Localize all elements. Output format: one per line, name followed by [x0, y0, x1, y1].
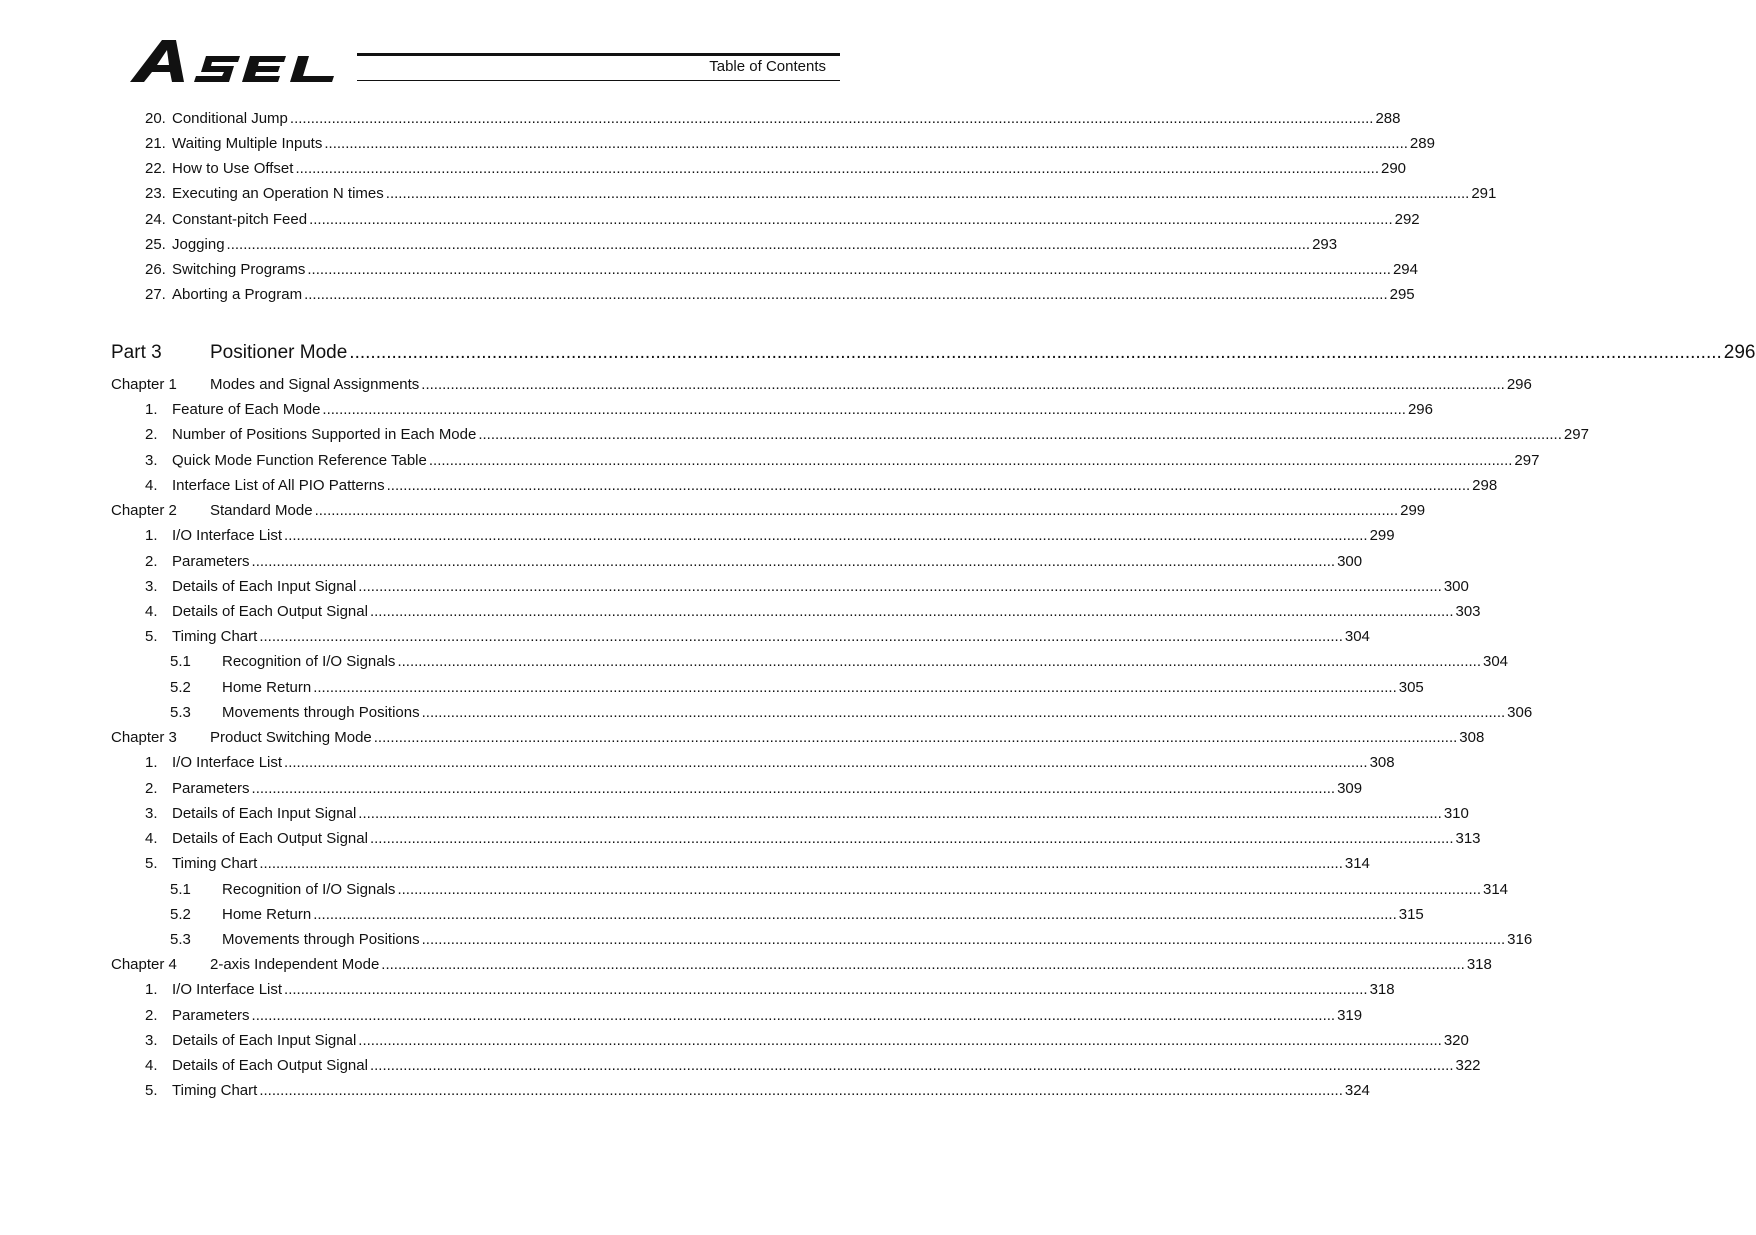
toc-entry-title: Standard Mode	[210, 502, 313, 519]
toc-entry-line	[172, 778, 1363, 800]
toc-entry-number: 3.	[145, 578, 158, 595]
toc-entry-number: 3.	[145, 452, 158, 469]
toc-entry-item[interactable]	[0, 576, 1469, 598]
toc-leader-dots: ....................................................................................................................................................................................................................................................................	[295, 160, 1379, 177]
toc-entry-line	[172, 284, 1415, 306]
toc-entry-sub[interactable]	[0, 677, 1424, 699]
toc-entry-page: 305	[1398, 679, 1424, 696]
toc-leader-dots: ....................................................................................................................................................................................................................................................................	[421, 376, 1505, 393]
toc-entry-line	[172, 259, 1418, 281]
toc-leader-dots: ....................................................................................................................................................................................................................................................................	[313, 906, 1397, 923]
toc-entry-number: Chapter 4	[111, 956, 177, 973]
toc-entry-title: Aborting a Program	[172, 286, 303, 303]
toc-entry-line	[210, 954, 1492, 976]
toc-entry-number: 5.3	[170, 931, 191, 948]
toc-entry-item[interactable]	[0, 803, 1469, 825]
toc-entry-sub[interactable]	[0, 651, 1509, 673]
toc-entry-item[interactable]	[0, 158, 1407, 180]
toc-entry-item[interactable]	[0, 424, 1589, 446]
toc-entry-number: 22.	[145, 160, 166, 177]
toc-entry-page: 300	[1337, 553, 1363, 570]
toc-entry-page: 299	[1400, 502, 1426, 519]
toc-entry-line	[172, 551, 1363, 573]
toc-entry-number: 5.	[145, 855, 158, 872]
toc-leader-dots: ....................................................................................................................................................................................................................................................................	[251, 780, 1336, 797]
toc-leader-dots: ....................................................................................................................................................................................................................................................................	[226, 236, 1311, 253]
toc-entry-number: 24.	[145, 211, 166, 228]
toc-entry-line	[172, 1030, 1469, 1052]
toc-entry-number: Chapter 2	[111, 502, 177, 519]
toc-entry-title: Executing an Operation N times	[172, 185, 384, 202]
toc-entry-page: 318	[1369, 981, 1395, 998]
toc-entry-title: Details of Each Input Signal	[172, 578, 357, 595]
toc-entry-line	[222, 904, 1424, 926]
toc-entry-number: 2.	[145, 426, 158, 443]
toc-entry-title: Interface List of All PIO Patterns	[172, 477, 385, 494]
toc-entry-item[interactable]	[0, 778, 1363, 800]
toc-entry-number: Chapter 1	[111, 376, 177, 393]
toc-entry-number: 5.1	[170, 653, 191, 670]
toc-entry-page: 320	[1443, 1032, 1469, 1049]
toc-entry-item[interactable]	[0, 108, 1401, 130]
toc-leader-dots: ....................................................................................................................................................................................................................................................................	[309, 211, 1393, 228]
toc-leader-dots: ....................................................................................................................................................................................................................................................................	[307, 261, 1391, 278]
toc-entry-item[interactable]	[0, 450, 1540, 472]
toc-entry-number: 5.3	[170, 704, 191, 721]
toc-entry-title: Parameters	[172, 1007, 250, 1024]
toc-entry-title: Home Return	[222, 679, 312, 696]
toc-entry-item[interactable]	[0, 133, 1435, 155]
toc-entry-title: Details of Each Input Signal	[172, 805, 357, 822]
toc-entry-number: Part 3	[111, 342, 162, 363]
toc-entry-title: Conditional Jump	[172, 110, 288, 127]
toc-entry-line	[172, 209, 1420, 231]
toc-leader-dots: ....................................................................................................................................................................................................................................................................	[369, 830, 1454, 847]
toc-entry-page: 293	[1312, 236, 1338, 253]
toc-entry-number: 21.	[145, 135, 166, 152]
toc-entry-line	[210, 500, 1426, 522]
toc-entry-number: 4.	[145, 1057, 158, 1074]
toc-entry-line	[210, 374, 1532, 396]
toc-entry-line	[172, 828, 1481, 850]
toc-entry-title: Feature of Each Mode	[172, 401, 321, 418]
toc-entry-number: 23.	[145, 185, 166, 202]
toc-entry-item[interactable]	[0, 853, 1370, 875]
toc-entry-item[interactable]	[0, 183, 1497, 205]
toc-entry-line	[210, 339, 1756, 367]
toc-entry-item[interactable]	[0, 828, 1481, 850]
toc-entry-title: Switching Programs	[172, 261, 306, 278]
toc-entry-page: 324	[1344, 1082, 1370, 1099]
toc-entry-item[interactable]	[0, 752, 1395, 774]
toc-entry-title: Timing Chart	[172, 628, 258, 645]
toc-entry-line	[172, 1080, 1370, 1102]
toc-entry-number: 3.	[145, 805, 158, 822]
toc-entry-line	[172, 183, 1497, 205]
toc-leader-dots: ....................................................................................................................................................................................................................................................................	[259, 628, 1343, 645]
toc-entry-line	[172, 234, 1338, 256]
toc-entry-title: I/O Interface List	[172, 981, 283, 998]
toc-entry-item[interactable]	[0, 209, 1420, 231]
toc-entry-page: 295	[1389, 286, 1415, 303]
toc-entry-title: Movements through Positions	[222, 704, 420, 721]
toc-entry-number: 5.	[145, 1082, 158, 1099]
toc-entry-line	[172, 752, 1395, 774]
toc-entry-title: I/O Interface List	[172, 754, 283, 771]
toc-entry-page: 300	[1443, 578, 1469, 595]
toc-entry-line	[222, 677, 1424, 699]
toc-entry-page: 288	[1375, 110, 1401, 127]
toc-leader-dots: ....................................................................................................................................................................................................................................................................	[313, 679, 1397, 696]
toc-entry-line	[172, 108, 1401, 130]
toc-entry-page: 297	[1514, 452, 1540, 469]
toc-leader-dots: ....................................................................................................................................................................................................................................................................	[251, 1007, 1336, 1024]
toc-entry-line	[222, 651, 1509, 673]
toc-entry-number: 26.	[145, 261, 166, 278]
toc-entry-page: 314	[1482, 881, 1509, 898]
toc-entry-item[interactable]	[0, 1030, 1469, 1052]
toc-entry-line	[172, 853, 1370, 875]
toc-leader-dots: ....................................................................................................................................................................................................................................................................	[284, 981, 1368, 998]
toc-entry-page: 306	[1507, 704, 1533, 721]
toc-leader-dots: ....................................................................................................................................................................................................................................................................	[324, 135, 1408, 152]
toc-entry-title: Timing Chart	[172, 1082, 258, 1099]
toc-entry-number: 1.	[145, 754, 158, 771]
toc-entry-line	[172, 158, 1407, 180]
toc-leader-dots: ....................................................................................................................................................................................................................................................................	[284, 754, 1368, 771]
toc-entry-page: 290	[1380, 160, 1407, 177]
toc-entry-page: 304	[1344, 628, 1370, 645]
toc-entry-line	[172, 133, 1435, 155]
toc-entry-number: 1.	[145, 981, 158, 998]
toc-entry-sub[interactable]	[0, 879, 1509, 901]
toc-entry-page: 304	[1482, 653, 1509, 670]
toc-leader-dots: ....................................................................................................................................................................................................................................................................	[358, 805, 1442, 822]
toc-leader-dots: ....................................................................................................................................................................................................................................................................	[289, 110, 1374, 127]
toc-entry-page: 303	[1455, 603, 1481, 620]
toc-leader-dots: ....................................................................................................................................................................................................................................................................	[314, 502, 1399, 519]
toc-entry-title: Timing Chart	[172, 855, 258, 872]
toc-entry-item[interactable]	[0, 551, 1363, 573]
toc-entry-page: 318	[1466, 956, 1492, 973]
toc-entry-line	[172, 1005, 1363, 1027]
header-section-title: Table of Contents	[709, 58, 826, 75]
toc-entry-sub[interactable]	[0, 702, 1533, 724]
toc-entry-page: 322	[1455, 1057, 1481, 1074]
toc-entry-number: 25.	[145, 236, 166, 253]
toc-entry-item[interactable]	[0, 259, 1418, 281]
toc-entry-line	[222, 702, 1533, 724]
toc-entry-chapter[interactable]	[0, 500, 1426, 522]
toc-entry-number: 20.	[145, 110, 166, 127]
asel-logo	[128, 36, 354, 88]
toc-leader-dots: ....................................................................................................................................................................................................................................................................	[421, 931, 1506, 948]
toc-leader-dots: ....................................................................................................................................................................................................................................................................	[304, 286, 1388, 303]
toc-entry-title: How to Use Offset	[172, 160, 294, 177]
toc-entry-number: 5.2	[170, 679, 191, 696]
toc-leader-dots: ....................................................................................................................................................................................................................................................................	[381, 956, 1465, 973]
toc-entry-part[interactable]	[0, 339, 1756, 367]
toc-entry-title: Product Switching Mode	[210, 729, 372, 746]
toc-entry-line	[172, 576, 1469, 598]
toc-entry-title: 2-axis Independent Mode	[210, 956, 380, 973]
toc-entry-item[interactable]	[0, 234, 1338, 256]
toc-entry-page: 292	[1394, 211, 1420, 228]
asel-logo-icon	[128, 36, 354, 88]
toc-entry-title: Positioner Mode	[210, 342, 348, 363]
toc-leader-dots: ....................................................................................................................................................................................................................................................................	[251, 553, 1336, 570]
toc-entry-sub[interactable]	[0, 929, 1533, 951]
toc-entry-chapter[interactable]	[0, 374, 1532, 396]
toc-leader-dots: ....................................................................................................................................................................................................................................................................	[428, 452, 1513, 469]
toc-entry-page: 314	[1344, 855, 1370, 872]
toc-entry-title: Details of Each Input Signal	[172, 1032, 357, 1049]
toc-entry-title: Quick Mode Function Reference Table	[172, 452, 427, 469]
toc-leader-dots: ....................................................................................................................................................................................................................................................................	[358, 1032, 1442, 1049]
toc-entry-number: 2.	[145, 553, 158, 570]
toc-entry-page: 289	[1409, 135, 1435, 152]
toc-entry-item[interactable]	[0, 525, 1395, 547]
toc-entry-line	[172, 525, 1395, 547]
toc-entry-line	[172, 475, 1498, 497]
toc-entry-title: Constant-pitch Feed	[172, 211, 308, 228]
toc-entry-item[interactable]	[0, 1080, 1370, 1102]
toc-entry-page: 294	[1392, 261, 1418, 278]
toc-entry-page: 316	[1507, 931, 1533, 948]
toc-leader-dots: ....................................................................................................................................................................................................................................................................	[259, 855, 1343, 872]
toc-leader-dots: ....................................................................................................................................................................................................................................................................	[349, 342, 1722, 363]
toc-entry-title: Home Return	[222, 906, 312, 923]
toc-entry-item[interactable]	[0, 979, 1395, 1001]
toc-leader-dots: ....................................................................................................................................................................................................................................................................	[322, 401, 1406, 418]
header-rule-thick	[357, 53, 840, 56]
toc-entry-number: 27.	[145, 286, 166, 303]
toc-entry-page: 319	[1337, 1007, 1363, 1024]
toc-entry-page: 296	[1506, 376, 1532, 393]
toc-entry-number: 5.1	[170, 881, 191, 898]
toc-entry-number: 2.	[145, 780, 158, 797]
toc-entry-page: 296	[1723, 342, 1756, 363]
toc-entry-line	[222, 879, 1509, 901]
toc-entry-line	[172, 424, 1589, 446]
toc-entry-item[interactable]	[0, 284, 1415, 306]
toc-leader-dots: ....................................................................................................................................................................................................................................................................	[369, 603, 1454, 620]
toc-entry-chapter[interactable]	[0, 954, 1492, 976]
toc-entry-page: 309	[1337, 780, 1363, 797]
toc-entry-page: 308	[1459, 729, 1485, 746]
toc-entry-number: 1.	[145, 527, 158, 544]
toc-entry-line	[172, 601, 1481, 623]
toc-entry-number: 4.	[145, 477, 158, 494]
toc-leader-dots: ....................................................................................................................................................................................................................................................................	[397, 881, 1481, 898]
toc-entry-page: 299	[1369, 527, 1395, 544]
toc-entry-number: 5.	[145, 628, 158, 645]
toc-entry-title: Details of Each Output Signal	[172, 603, 368, 620]
toc-leader-dots: ....................................................................................................................................................................................................................................................................	[259, 1082, 1343, 1099]
toc-leader-dots: ....................................................................................................................................................................................................................................................................	[385, 185, 1470, 202]
toc-entry-item[interactable]	[0, 1005, 1363, 1027]
toc-entry-title: Parameters	[172, 553, 250, 570]
toc-leader-dots: ....................................................................................................................................................................................................................................................................	[478, 426, 1562, 443]
toc-entry-number: 3.	[145, 1032, 158, 1049]
toc-entry-item[interactable]	[0, 1055, 1481, 1077]
toc-entry-title: I/O Interface List	[172, 527, 283, 544]
toc-entry-title: Waiting Multiple Inputs	[172, 135, 323, 152]
toc-entry-number: 4.	[145, 830, 158, 847]
toc-entry-title: Movements through Positions	[222, 931, 420, 948]
toc-entry-page: 296	[1407, 401, 1433, 418]
toc-leader-dots: ....................................................................................................................................................................................................................................................................	[397, 653, 1481, 670]
toc-entry-title: Recognition of I/O Signals	[222, 653, 396, 670]
toc-entry-line	[222, 929, 1533, 951]
toc-entry-page: 298	[1472, 477, 1498, 494]
toc-entry-number: 2.	[145, 1007, 158, 1024]
toc-entry-title: Details of Each Output Signal	[172, 830, 368, 847]
toc-entry-line	[172, 1055, 1481, 1077]
toc-entry-item[interactable]	[0, 626, 1370, 648]
toc-entry-page: 308	[1369, 754, 1395, 771]
toc-entry-title: Parameters	[172, 780, 250, 797]
toc-entry-number: Chapter 3	[111, 729, 177, 746]
toc-leader-dots: ....................................................................................................................................................................................................................................................................	[421, 704, 1506, 721]
toc-entry-item[interactable]	[0, 475, 1498, 497]
page-header	[0, 0, 954, 100]
toc-leader-dots: ....................................................................................................................................................................................................................................................................	[369, 1057, 1454, 1074]
toc-entry-line	[172, 803, 1469, 825]
toc-entry-line	[172, 626, 1370, 648]
toc-entry-page: 313	[1455, 830, 1481, 847]
toc-entry-title: Details of Each Output Signal	[172, 1057, 368, 1074]
toc-leader-dots: ....................................................................................................................................................................................................................................................................	[373, 729, 1458, 746]
toc-entry-page: 310	[1443, 805, 1469, 822]
toc-entry-number: 4.	[145, 603, 158, 620]
toc-entry-line	[172, 399, 1433, 421]
toc-entry-line	[172, 450, 1540, 472]
toc-entry-chapter[interactable]	[0, 727, 1485, 749]
toc-leader-dots: ....................................................................................................................................................................................................................................................................	[386, 477, 1471, 494]
toc-entry-line	[210, 727, 1485, 749]
toc-entry-item[interactable]	[0, 399, 1433, 421]
toc-entry-sub[interactable]	[0, 904, 1424, 926]
toc-leader-dots: ....................................................................................................................................................................................................................................................................	[284, 527, 1368, 544]
toc-entry-page: 315	[1398, 906, 1424, 923]
toc-entry-title: Number of Positions Supported in Each Mode	[172, 426, 477, 443]
toc-entry-title: Modes and Signal Assignments	[210, 376, 420, 393]
toc-entry-title: Recognition of I/O Signals	[222, 881, 396, 898]
toc-entry-number: 5.2	[170, 906, 191, 923]
toc-entry-page: 291	[1471, 185, 1497, 202]
toc-entry-line	[172, 979, 1395, 1001]
toc-leader-dots: ....................................................................................................................................................................................................................................................................	[358, 578, 1442, 595]
header-rule-thin	[357, 80, 840, 81]
toc-entry-number: 1.	[145, 401, 158, 418]
toc-entry-page: 297	[1563, 426, 1589, 443]
toc-entry-title: Jogging	[172, 236, 225, 253]
toc-entry-item[interactable]	[0, 601, 1481, 623]
